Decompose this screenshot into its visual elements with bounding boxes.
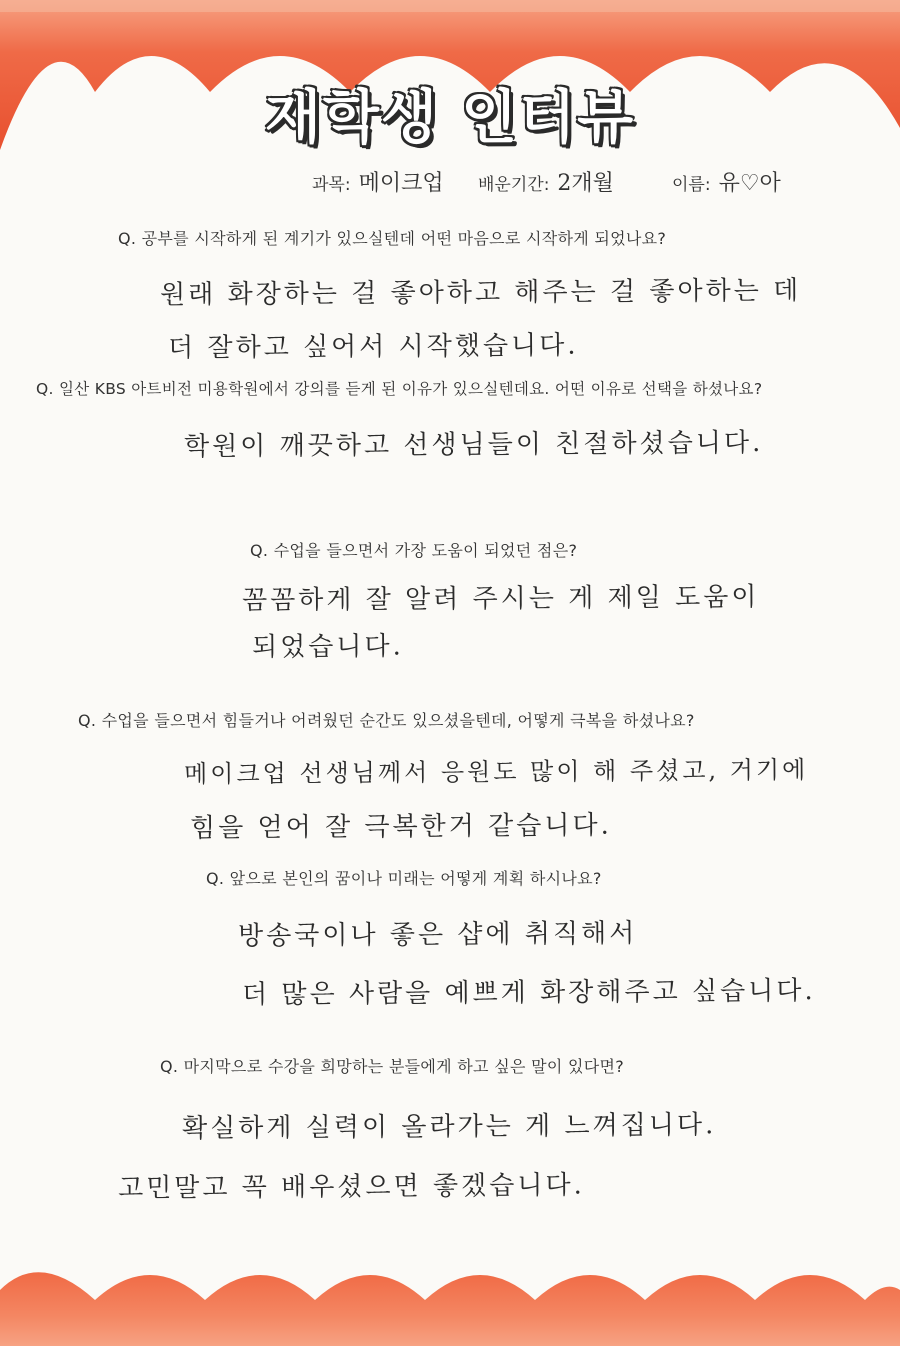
answer-4-line-1: 메이크업 선생님께서 응원도 많이 해 주셨고, 거기에 — [183, 755, 809, 789]
answer-3-line-1: 꼼꼼하게 잘 알려 주시는 게 제일 도움이 — [241, 582, 760, 616]
period-value: 2개월 — [557, 171, 614, 196]
name-value: 유♡아 — [718, 171, 781, 196]
question-4: Q. 수업을 들으면서 힘들거나 어려웠던 순간도 있으셨을텐데, 어떻게 극복을 하셨나요? — [78, 711, 695, 730]
answer-1-line-2: 더 잘하고 싶어서 시작했습니다. — [167, 330, 579, 364]
question-6: Q. 마지막으로 수강을 희망하는 분들에게 하고 싶은 말이 있다면? — [160, 1057, 625, 1076]
answer-5-line-1: 방송국이나 좋은 샵에 취직해서 — [237, 918, 638, 952]
subject-value: 메이크업 — [358, 171, 444, 196]
answer-2-line-1: 학원이 깨끗하고 선생님들이 친절하셨습니다. — [183, 427, 764, 463]
question-3: Q. 수업을 들으면서 가장 도움이 되었던 점은? — [250, 541, 578, 560]
name-label: 이름: — [672, 175, 711, 195]
question-1: Q. 공부를 시작하게 된 계기가 있으실텐데 어떤 마음으로 시작하게 되었나요? — [118, 229, 667, 248]
period-info — [478, 166, 614, 197]
question-2: Q. 일산 KBS 아트비전 미용학원에서 강의를 듣게 된 이유가 있으실텐데요. 어떤 이유로 선택을 하셨나요? — [36, 380, 763, 398]
answer-4-line-2: 힘을 얻어 잘 극복한거 같습니다. — [189, 810, 612, 844]
answer-6-line-1: 확실하게 실력이 올라가는 게 느껴집니다. — [181, 1110, 717, 1144]
subject-info — [312, 166, 444, 197]
bottom-scallop-banner — [0, 1260, 900, 1346]
name-info — [672, 166, 781, 197]
answer-5-line-2: 더 많은 사람을 예쁘게 화장해주고 싶습니다. — [241, 975, 816, 1011]
page-title: 재학생 인터뷰 — [264, 83, 636, 151]
answer-6-line-2: 고민말고 꼭 배우셨으면 좋겠습니다. — [117, 1170, 585, 1204]
answer-1-line-1: 원래 화장하는 걸 좋아하고 해주는 걸 좋아하는 데 — [159, 275, 802, 311]
question-5: Q. 앞으로 본인의 꿈이나 미래는 어떻게 계획 하시나요? — [206, 869, 602, 888]
subject-label: 과목: — [312, 175, 351, 195]
period-label: 배운기간: — [478, 175, 550, 195]
answer-3-line-2: 되었습니다. — [251, 631, 404, 663]
